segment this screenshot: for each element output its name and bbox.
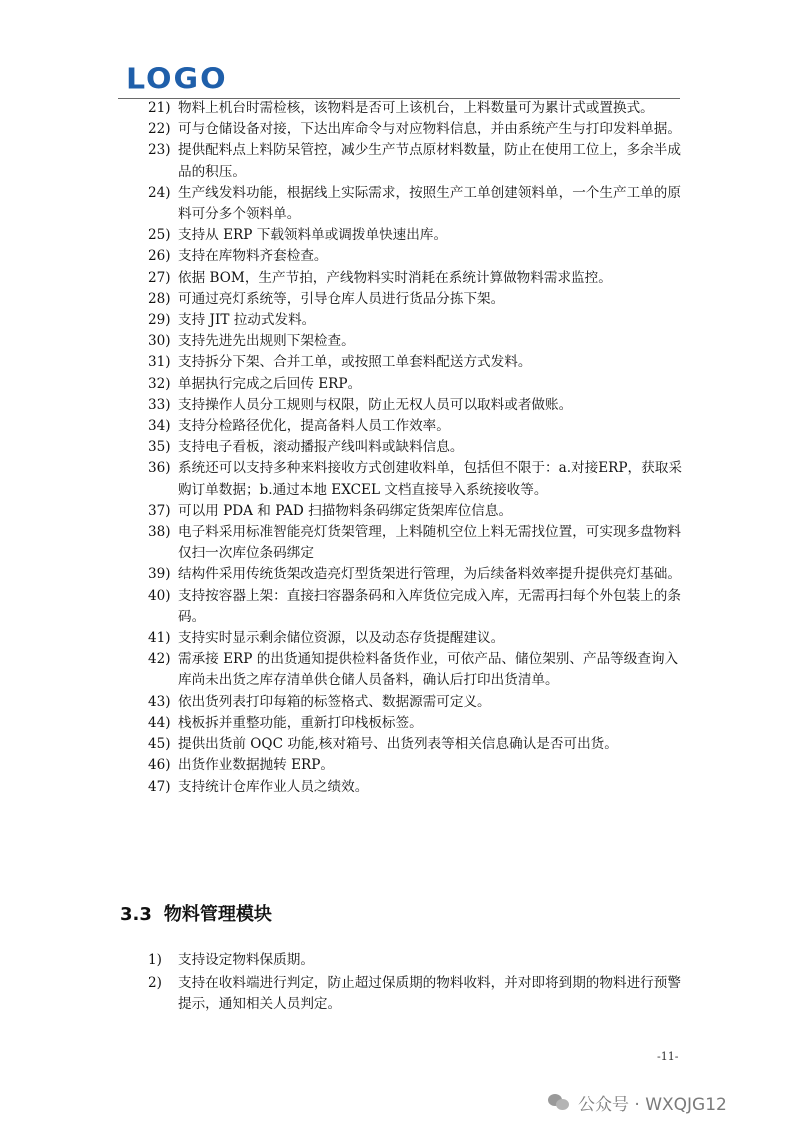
list-item-number: 38): [148, 524, 171, 541]
list-item-number: 40): [148, 587, 171, 604]
list-item-number: 39): [148, 566, 171, 583]
list-item-text: 提供出货前 OQC 功能,核对箱号、出货列表等相关信息确认是否可出货。: [178, 736, 618, 753]
list-item: [148, 755, 688, 776]
list-item: [148, 950, 688, 971]
list-item: [148, 973, 688, 1015]
list-item: [148, 416, 688, 437]
list-item-number: 26): [148, 248, 171, 265]
list-item-text: 电子料采用标准智能亮灯货架管理，上料随机空位上料无需找位置，可实现多盘物料仅扫一次库位条码绑定: [178, 524, 681, 562]
list-item-number: 46): [148, 757, 171, 774]
list-item-number: 37): [148, 502, 171, 519]
list-item-number: 47): [148, 778, 171, 795]
list-item: [148, 310, 688, 331]
list-item-number: 33): [148, 396, 171, 413]
list-item-text: 提供配料点上料防呆管控，减少生产节点原材料数量，防止在使用工位上，多余半成品的积压。: [178, 142, 681, 180]
list-item-text: 出货作业数据抛转 ERP。: [178, 757, 334, 774]
list-item-number: 34): [148, 418, 171, 435]
list-item-text: 栈板拆并重整功能，重新打印栈板标签。: [178, 714, 423, 731]
list-item-number: 32): [148, 375, 171, 392]
list-item-text: 生产线发料功能，根据线上实际需求，按照生产工单创建领料单，一个生产工单的原料可分多个领料单。: [178, 184, 681, 223]
list-item-text: 可通过亮灯系统等，引导仓库人员进行货品分拣下架。: [178, 290, 505, 307]
list-item-text: 支持设定物料保质期。: [178, 952, 314, 968]
list-item: [148, 586, 688, 628]
list-item-text: 物料上机台时需检核，该物料是否可上该机台，上料数量可为累计式或置换式。: [178, 100, 654, 116]
list-item-number: 41): [148, 630, 171, 647]
list-item-text: 支持电子看板，滚动播报产线叫料或缺料信息。: [178, 439, 464, 456]
list-item-text: 支持按容器上架：直接扫容器条码和入库货位完成入库，无需再扫每个外包装上的条码。: [178, 587, 681, 625]
page-number: -11-: [657, 1050, 679, 1063]
list-item: [148, 246, 688, 267]
list-item: [148, 374, 688, 395]
list-item-number: 1): [148, 952, 162, 968]
list-item: [148, 331, 688, 352]
list-item: [148, 289, 688, 310]
list-item-number: 31): [148, 354, 171, 371]
list-item-number: 30): [148, 333, 171, 350]
list-item-number: 21): [148, 100, 171, 116]
list-item-number: 43): [148, 693, 171, 710]
list-item-number: 24): [148, 184, 171, 201]
list-item-text: 支持实时显示剩余储位资源，以及动态存货提醒建议。: [178, 630, 505, 647]
section-number: 3.3: [120, 904, 152, 925]
list-item-number: 25): [148, 227, 171, 244]
list-item-number: 22): [148, 121, 171, 138]
list-item: [148, 649, 688, 691]
list-item: [148, 692, 688, 713]
list-item-number: 45): [148, 736, 171, 753]
list-item: [148, 183, 688, 225]
list-item-number: 42): [148, 651, 171, 668]
list-item: [148, 628, 688, 649]
list-item: [148, 522, 688, 564]
section-title-text: 物料管理模块: [163, 904, 272, 925]
list-item-text: 依出货列表打印每箱的标签格式、数据源需可定义。: [178, 693, 491, 710]
list-item-text: 结构件采用传统货架改造亮灯型货架进行管理，为后续备料效率提升提供亮灯基础。: [178, 566, 681, 583]
list-item-number: 23): [148, 142, 171, 159]
list-item: [148, 352, 688, 373]
list-item-number: 36): [148, 460, 171, 477]
list-item-number: 35): [148, 439, 171, 456]
list-item: [148, 395, 688, 416]
list-item-text: 可以用 PDA 和 PAD 扫描物料条码绑定货架库位信息。: [178, 502, 513, 519]
section-list: [148, 950, 688, 1018]
watermark-text: 公众号 · WXQJG12: [578, 1094, 727, 1115]
list-item: [148, 713, 688, 734]
wechat-icon: [548, 1093, 570, 1111]
list-item-number: 44): [148, 714, 171, 731]
list-item: [148, 225, 688, 246]
list-item: [148, 268, 688, 289]
list-item-text: 需承接 ERP 的出货通知提供检料备货作业，可依产品、储位架别、产品等级查询入库尚未出货之库存清单供仓储人员备料，确认后打印出货清单。: [178, 651, 679, 689]
list-item-text: 可与仓储设备对接，下达出库命令与对应物料信息，并由系统产生与打印发料单据。: [178, 121, 681, 138]
list-item: [148, 437, 688, 458]
list-item-text: 支持统计仓库作业人员之绩效。: [178, 778, 369, 795]
list-item: [148, 564, 688, 585]
list-item: [148, 98, 688, 119]
list-item: [148, 140, 688, 182]
list-item: [148, 458, 688, 500]
list-item-text: 依据 BOM，生产节拍，产线物料实时消耗在系统计算做物料需求监控。: [178, 269, 612, 286]
list-item-text: 系统还可以支持多种来料接收方式创建收料单，包括但不限于：a.对接ERP，获取采购订单数据；b.通过本地 EXCEL 文档直接导入系统接收等。: [178, 460, 682, 498]
logo: LOGO: [126, 62, 228, 97]
watermark: [548, 1088, 727, 1116]
list-item-text: 支持先进先出规则下架检查。: [178, 333, 355, 350]
list-item-number: 28): [148, 290, 171, 307]
list-item: [148, 501, 688, 522]
section-heading: [120, 902, 272, 928]
list-item-text: 单据执行完成之后回传 ERP。: [178, 375, 362, 392]
feature-list: [148, 98, 688, 798]
list-item-text: 支持拆分下架、合并工单，或按照工单套料配送方式发料。: [178, 354, 532, 371]
list-item-text: 支持在收料端进行判定，防止超过保质期的物料收料，并对即将到期的物料进行预警提示，通知相关人员判定。: [178, 975, 681, 1013]
list-item-text: 支持从 ERP 下载领料单或调拨单快速出库。: [178, 227, 448, 244]
list-item-text: 支持在库物料齐套检查。: [178, 248, 328, 265]
list-item-number: 2): [148, 975, 162, 992]
list-item-number: 29): [148, 312, 171, 329]
list-item: [148, 777, 688, 798]
page-header: [118, 64, 680, 99]
list-item-text: 支持 JIT 拉动式发料。: [178, 312, 316, 329]
list-item: [148, 734, 688, 755]
list-item-text: 支持分检路径优化，提高备料人员工作效率。: [178, 418, 450, 435]
list-item-number: 27): [148, 269, 171, 286]
list-item-text: 支持操作人员分工规则与权限，防止无权人员可以取料或者做账。: [178, 396, 573, 413]
list-item: [148, 119, 688, 140]
